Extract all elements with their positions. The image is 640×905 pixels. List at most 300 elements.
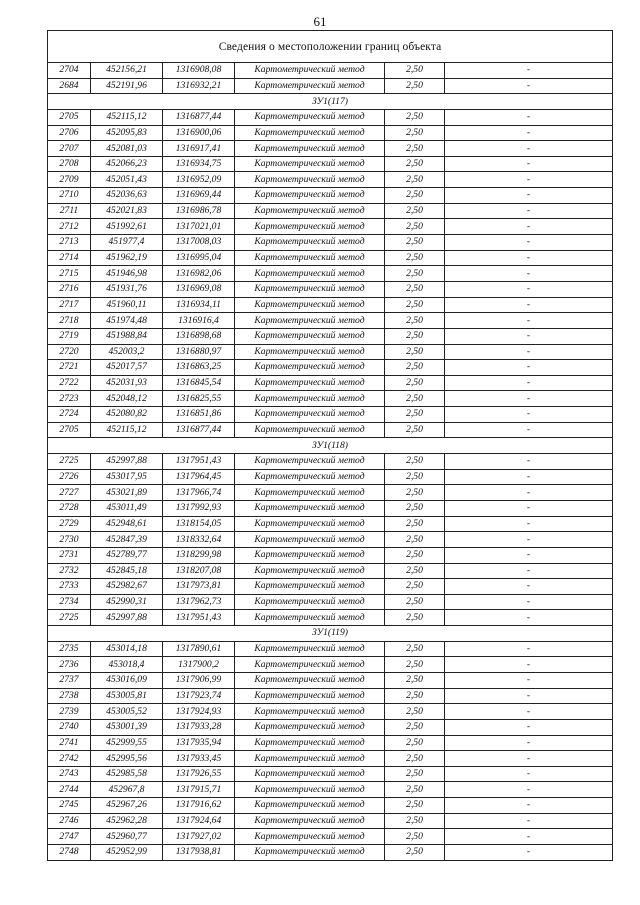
description-cell: - — [445, 313, 613, 329]
table-row — [48, 782, 613, 798]
accuracy-cell: 2,50 — [385, 845, 445, 861]
point-number-cell: 2709 — [48, 172, 91, 188]
y-coordinate-cell: 1317962,73 — [163, 594, 235, 610]
table-row — [48, 281, 613, 297]
point-number-cell: 2725 — [48, 610, 91, 626]
y-coordinate-cell: 1317933,28 — [163, 719, 235, 735]
x-coordinate-cell: 451946,98 — [91, 266, 163, 282]
accuracy-cell: 2,50 — [385, 798, 445, 814]
table-row — [48, 391, 613, 407]
point-number-cell: 2724 — [48, 407, 91, 423]
description-cell: - — [445, 172, 613, 188]
x-coordinate-cell: 452036,63 — [91, 188, 163, 204]
point-number-cell: 2719 — [48, 328, 91, 344]
point-number-cell: 2727 — [48, 485, 91, 501]
y-coordinate-cell: 1316952,09 — [163, 172, 235, 188]
y-coordinate-cell: 1316900,06 — [163, 125, 235, 141]
x-coordinate-cell: 452952,99 — [91, 845, 163, 861]
point-number-cell: 2707 — [48, 141, 91, 157]
accuracy-cell: 2,50 — [385, 375, 445, 391]
table-row — [48, 516, 613, 532]
x-coordinate-cell: 452115,12 — [91, 422, 163, 438]
accuracy-cell: 2,50 — [385, 156, 445, 172]
point-number-cell: 2729 — [48, 516, 91, 532]
table-row — [48, 328, 613, 344]
table-row — [48, 172, 613, 188]
point-number-cell: 2720 — [48, 344, 91, 360]
method-cell: Картометрический метод — [235, 344, 385, 360]
description-cell: - — [445, 109, 613, 125]
method-cell: Картометрический метод — [235, 250, 385, 266]
accuracy-cell: 2,50 — [385, 532, 445, 548]
point-number-cell: 2710 — [48, 188, 91, 204]
y-coordinate-cell: 1316995,04 — [163, 250, 235, 266]
point-number-cell: 2712 — [48, 219, 91, 235]
accuracy-cell: 2,50 — [385, 657, 445, 673]
description-cell: - — [445, 188, 613, 204]
method-cell: Картометрический метод — [235, 579, 385, 595]
method-cell: Картометрический метод — [235, 172, 385, 188]
x-coordinate-cell: 452081,03 — [91, 141, 163, 157]
x-coordinate-cell: 452095,83 — [91, 125, 163, 141]
accuracy-cell: 2,50 — [385, 766, 445, 782]
x-coordinate-cell: 452967,8 — [91, 782, 163, 798]
y-coordinate-cell: 1317924,64 — [163, 813, 235, 829]
accuracy-cell: 2,50 — [385, 250, 445, 266]
point-number-cell: 2736 — [48, 657, 91, 673]
table-row — [48, 78, 613, 94]
description-cell: - — [445, 798, 613, 814]
description-cell: - — [445, 829, 613, 845]
table-row — [48, 297, 613, 313]
accuracy-cell: 2,50 — [385, 704, 445, 720]
point-number-cell: 2728 — [48, 500, 91, 516]
method-cell: Картометрический метод — [235, 485, 385, 501]
method-cell: Картометрический метод — [235, 610, 385, 626]
accuracy-cell: 2,50 — [385, 469, 445, 485]
table-row — [48, 657, 613, 673]
x-coordinate-cell: 453018,4 — [91, 657, 163, 673]
y-coordinate-cell: 1317964,45 — [163, 469, 235, 485]
method-cell: Картометрический метод — [235, 375, 385, 391]
accuracy-cell: 2,50 — [385, 391, 445, 407]
method-cell: Картометрический метод — [235, 735, 385, 751]
description-cell: - — [445, 454, 613, 470]
accuracy-cell: 2,50 — [385, 563, 445, 579]
x-coordinate-cell: 453014,18 — [91, 641, 163, 657]
y-coordinate-cell: 1317906,99 — [163, 672, 235, 688]
table-row — [48, 829, 613, 845]
x-coordinate-cell: 452017,57 — [91, 360, 163, 376]
accuracy-cell: 2,50 — [385, 579, 445, 595]
method-cell: Картометрический метод — [235, 188, 385, 204]
x-coordinate-cell: 452847,39 — [91, 532, 163, 548]
x-coordinate-cell: 453005,81 — [91, 688, 163, 704]
table-row — [48, 719, 613, 735]
table-row — [48, 563, 613, 579]
description-cell: - — [445, 751, 613, 767]
y-coordinate-cell: 1316982,06 — [163, 266, 235, 282]
point-number-cell: 2732 — [48, 563, 91, 579]
method-cell: Картометрический метод — [235, 422, 385, 438]
description-cell: - — [445, 782, 613, 798]
point-number-cell: 2706 — [48, 125, 91, 141]
description-cell: - — [445, 156, 613, 172]
description-cell: - — [445, 735, 613, 751]
y-coordinate-cell: 1317900,2 — [163, 657, 235, 673]
x-coordinate-cell: 453016,09 — [91, 672, 163, 688]
description-cell: - — [445, 422, 613, 438]
table-row — [48, 375, 613, 391]
x-coordinate-cell: 452066,23 — [91, 156, 163, 172]
method-cell: Картометрический метод — [235, 766, 385, 782]
table-row — [48, 641, 613, 657]
table-row — [48, 532, 613, 548]
accuracy-cell: 2,50 — [385, 188, 445, 204]
method-cell: Картометрический метод — [235, 845, 385, 861]
accuracy-cell: 2,50 — [385, 407, 445, 423]
x-coordinate-cell: 452048,12 — [91, 391, 163, 407]
description-cell: - — [445, 532, 613, 548]
method-cell: Картометрический метод — [235, 360, 385, 376]
point-number-cell: 2739 — [48, 704, 91, 720]
y-coordinate-cell: 1317938,81 — [163, 845, 235, 861]
y-coordinate-cell: 1316969,08 — [163, 281, 235, 297]
accuracy-cell: 2,50 — [385, 360, 445, 376]
y-coordinate-cell: 1316934,11 — [163, 297, 235, 313]
point-number-cell: 2705 — [48, 422, 91, 438]
description-cell: - — [445, 766, 613, 782]
y-coordinate-cell: 1316917,41 — [163, 141, 235, 157]
x-coordinate-cell: 452999,55 — [91, 735, 163, 751]
description-cell: - — [445, 360, 613, 376]
accuracy-cell: 2,50 — [385, 719, 445, 735]
point-number-cell: 2745 — [48, 798, 91, 814]
accuracy-cell: 2,50 — [385, 485, 445, 501]
accuracy-cell: 2,50 — [385, 125, 445, 141]
method-cell: Картометрический метод — [235, 672, 385, 688]
y-coordinate-cell: 1316898,68 — [163, 328, 235, 344]
accuracy-cell: 2,50 — [385, 500, 445, 516]
accuracy-cell: 2,50 — [385, 78, 445, 94]
table-body — [48, 31, 613, 861]
method-cell: Картометрический метод — [235, 454, 385, 470]
y-coordinate-cell: 1317021,01 — [163, 219, 235, 235]
method-cell: Картометрический метод — [235, 125, 385, 141]
accuracy-cell: 2,50 — [385, 735, 445, 751]
description-cell: - — [445, 375, 613, 391]
table-row — [48, 579, 613, 595]
y-coordinate-cell: 1318332,64 — [163, 532, 235, 548]
table-row — [48, 798, 613, 814]
accuracy-cell: 2,50 — [385, 610, 445, 626]
method-cell: Картометрический метод — [235, 500, 385, 516]
point-number-cell: 2740 — [48, 719, 91, 735]
point-number-cell: 2723 — [48, 391, 91, 407]
y-coordinate-cell: 1316916,4 — [163, 313, 235, 329]
table-title: Сведения о местоположении границ объекта — [48, 31, 613, 63]
description-cell: - — [445, 516, 613, 532]
method-cell: Картометрический метод — [235, 704, 385, 720]
y-coordinate-cell: 1318299,98 — [163, 547, 235, 563]
accuracy-cell: 2,50 — [385, 141, 445, 157]
method-cell: Картометрический метод — [235, 407, 385, 423]
x-coordinate-cell: 451931,76 — [91, 281, 163, 297]
accuracy-cell: 2,50 — [385, 672, 445, 688]
accuracy-cell: 2,50 — [385, 641, 445, 657]
x-coordinate-cell: 452962,28 — [91, 813, 163, 829]
y-coordinate-cell: 1316825,55 — [163, 391, 235, 407]
y-coordinate-cell: 1316934,75 — [163, 156, 235, 172]
table-row — [48, 485, 613, 501]
table-row — [48, 688, 613, 704]
table-row — [48, 63, 613, 79]
y-coordinate-cell: 1316851,86 — [163, 407, 235, 423]
description-cell: - — [445, 657, 613, 673]
point-number-cell: 2738 — [48, 688, 91, 704]
method-cell: Картометрический метод — [235, 719, 385, 735]
point-number-cell: 2747 — [48, 829, 91, 845]
point-number-cell: 2684 — [48, 78, 91, 94]
table-row — [48, 845, 613, 861]
accuracy-cell: 2,50 — [385, 829, 445, 845]
x-coordinate-cell: 452982,67 — [91, 579, 163, 595]
x-coordinate-cell: 452948,61 — [91, 516, 163, 532]
method-cell: Картометрический метод — [235, 141, 385, 157]
method-cell: Картометрический метод — [235, 203, 385, 219]
description-cell: - — [445, 594, 613, 610]
table-row — [48, 813, 613, 829]
method-cell: Картометрический метод — [235, 829, 385, 845]
description-cell: - — [445, 469, 613, 485]
y-coordinate-cell: 1317923,74 — [163, 688, 235, 704]
method-cell: Картометрический метод — [235, 641, 385, 657]
method-cell: Картометрический метод — [235, 328, 385, 344]
x-coordinate-cell: 451992,61 — [91, 219, 163, 235]
point-number-cell: 2708 — [48, 156, 91, 172]
x-coordinate-cell: 451977,4 — [91, 235, 163, 251]
table-row — [48, 313, 613, 329]
table-row — [48, 266, 613, 282]
table-row — [48, 125, 613, 141]
method-cell: Картометрический метод — [235, 219, 385, 235]
method-cell: Картометрический метод — [235, 313, 385, 329]
table-row — [48, 344, 613, 360]
point-number-cell: 2746 — [48, 813, 91, 829]
table-row — [48, 454, 613, 470]
x-coordinate-cell: 451974,48 — [91, 313, 163, 329]
y-coordinate-cell: 1317915,71 — [163, 782, 235, 798]
point-number-cell: 2741 — [48, 735, 91, 751]
description-cell: - — [445, 500, 613, 516]
method-cell: Картометрический метод — [235, 813, 385, 829]
x-coordinate-cell: 452845,18 — [91, 563, 163, 579]
table-row — [48, 751, 613, 767]
x-coordinate-cell: 452051,43 — [91, 172, 163, 188]
table-row — [48, 422, 613, 438]
table-row — [48, 203, 613, 219]
accuracy-cell: 2,50 — [385, 813, 445, 829]
accuracy-cell: 2,50 — [385, 109, 445, 125]
point-number-cell: 2731 — [48, 547, 91, 563]
method-cell: Картометрический метод — [235, 297, 385, 313]
y-coordinate-cell: 1317924,93 — [163, 704, 235, 720]
description-cell: - — [445, 297, 613, 313]
y-coordinate-cell: 1316877,44 — [163, 109, 235, 125]
y-coordinate-cell: 1316880,97 — [163, 344, 235, 360]
point-number-cell: 2713 — [48, 235, 91, 251]
method-cell: Картометрический метод — [235, 532, 385, 548]
point-number-cell: 2718 — [48, 313, 91, 329]
x-coordinate-cell: 452997,88 — [91, 610, 163, 626]
description-cell: - — [445, 219, 613, 235]
table-row — [48, 672, 613, 688]
method-cell: Картометрический метод — [235, 594, 385, 610]
method-cell: Картометрический метод — [235, 78, 385, 94]
method-cell: Картометрический метод — [235, 657, 385, 673]
x-coordinate-cell: 452191,96 — [91, 78, 163, 94]
method-cell: Картометрический метод — [235, 266, 385, 282]
y-coordinate-cell: 1316845,54 — [163, 375, 235, 391]
description-cell: - — [445, 344, 613, 360]
table-row — [48, 766, 613, 782]
method-cell: Картометрический метод — [235, 156, 385, 172]
accuracy-cell: 2,50 — [385, 344, 445, 360]
y-coordinate-cell: 1316863,25 — [163, 360, 235, 376]
table-row — [48, 594, 613, 610]
description-cell: - — [445, 235, 613, 251]
y-coordinate-cell: 1316877,44 — [163, 422, 235, 438]
x-coordinate-cell: 452995,56 — [91, 751, 163, 767]
x-coordinate-cell: 452990,31 — [91, 594, 163, 610]
table-row — [48, 704, 613, 720]
accuracy-cell: 2,50 — [385, 235, 445, 251]
accuracy-cell: 2,50 — [385, 281, 445, 297]
y-coordinate-cell: 1318154,05 — [163, 516, 235, 532]
y-coordinate-cell: 1316908,08 — [163, 63, 235, 79]
point-number-cell: 2742 — [48, 751, 91, 767]
table-row — [48, 141, 613, 157]
section-header-row — [48, 438, 613, 454]
y-coordinate-cell: 1316986,78 — [163, 203, 235, 219]
accuracy-cell: 2,50 — [385, 516, 445, 532]
accuracy-cell: 2,50 — [385, 313, 445, 329]
x-coordinate-cell: 451962,19 — [91, 250, 163, 266]
point-number-cell: 2716 — [48, 281, 91, 297]
x-coordinate-cell: 451988,84 — [91, 328, 163, 344]
table-row — [48, 610, 613, 626]
y-coordinate-cell: 1317933,45 — [163, 751, 235, 767]
description-cell: - — [445, 547, 613, 563]
accuracy-cell: 2,50 — [385, 454, 445, 470]
point-number-cell: 2714 — [48, 250, 91, 266]
x-coordinate-cell: 453001,39 — [91, 719, 163, 735]
description-cell: - — [445, 250, 613, 266]
y-coordinate-cell: 1316932,21 — [163, 78, 235, 94]
table-title-row — [48, 31, 613, 63]
description-cell: - — [445, 203, 613, 219]
x-coordinate-cell: 453021,89 — [91, 485, 163, 501]
description-cell: - — [445, 688, 613, 704]
table-row — [48, 188, 613, 204]
x-coordinate-cell: 452031,93 — [91, 375, 163, 391]
method-cell: Картометрический метод — [235, 391, 385, 407]
description-cell: - — [445, 391, 613, 407]
point-number-cell: 2734 — [48, 594, 91, 610]
point-number-cell: 2730 — [48, 532, 91, 548]
x-coordinate-cell: 451960,11 — [91, 297, 163, 313]
accuracy-cell: 2,50 — [385, 688, 445, 704]
point-number-cell: 2721 — [48, 360, 91, 376]
x-coordinate-cell: 452115,12 — [91, 109, 163, 125]
point-number-cell: 2735 — [48, 641, 91, 657]
description-cell: - — [445, 704, 613, 720]
description-cell: - — [445, 125, 613, 141]
accuracy-cell: 2,50 — [385, 266, 445, 282]
description-cell: - — [445, 672, 613, 688]
method-cell: Картометрический метод — [235, 469, 385, 485]
accuracy-cell: 2,50 — [385, 172, 445, 188]
point-number-cell: 2748 — [48, 845, 91, 861]
description-cell: - — [445, 845, 613, 861]
y-coordinate-cell: 1317926,55 — [163, 766, 235, 782]
accuracy-cell: 2,50 — [385, 328, 445, 344]
method-cell: Картометрический метод — [235, 109, 385, 125]
point-number-cell: 2725 — [48, 454, 91, 470]
table-row — [48, 235, 613, 251]
x-coordinate-cell: 452960,77 — [91, 829, 163, 845]
accuracy-cell: 2,50 — [385, 63, 445, 79]
x-coordinate-cell: 452021,83 — [91, 203, 163, 219]
description-cell: - — [445, 641, 613, 657]
x-coordinate-cell: 452967,26 — [91, 798, 163, 814]
x-coordinate-cell: 453005,52 — [91, 704, 163, 720]
description-cell: - — [445, 563, 613, 579]
section-label: ЗУ1(117) — [48, 94, 613, 110]
description-cell: - — [445, 579, 613, 595]
description-cell: - — [445, 281, 613, 297]
method-cell: Картометрический метод — [235, 782, 385, 798]
description-cell: - — [445, 407, 613, 423]
section-label: ЗУ1(119) — [48, 626, 613, 642]
method-cell: Картометрический метод — [235, 281, 385, 297]
y-coordinate-cell: 1317966,74 — [163, 485, 235, 501]
point-number-cell: 2722 — [48, 375, 91, 391]
y-coordinate-cell: 1316969,44 — [163, 188, 235, 204]
table-row — [48, 500, 613, 516]
table-row — [48, 250, 613, 266]
y-coordinate-cell: 1317935,94 — [163, 735, 235, 751]
method-cell: Картометрический метод — [235, 798, 385, 814]
point-number-cell: 2726 — [48, 469, 91, 485]
y-coordinate-cell: 1317008,03 — [163, 235, 235, 251]
table-row — [48, 360, 613, 376]
accuracy-cell: 2,50 — [385, 219, 445, 235]
method-cell: Картометрический метод — [235, 516, 385, 532]
accuracy-cell: 2,50 — [385, 203, 445, 219]
x-coordinate-cell: 452156,21 — [91, 63, 163, 79]
x-coordinate-cell: 452789,77 — [91, 547, 163, 563]
x-coordinate-cell: 452985,58 — [91, 766, 163, 782]
x-coordinate-cell: 452080,82 — [91, 407, 163, 423]
table-row — [48, 469, 613, 485]
y-coordinate-cell: 1317890,61 — [163, 641, 235, 657]
accuracy-cell: 2,50 — [385, 594, 445, 610]
accuracy-cell: 2,50 — [385, 547, 445, 563]
x-coordinate-cell: 453011,49 — [91, 500, 163, 516]
description-cell: - — [445, 78, 613, 94]
boundary-coordinates-table — [47, 30, 613, 861]
